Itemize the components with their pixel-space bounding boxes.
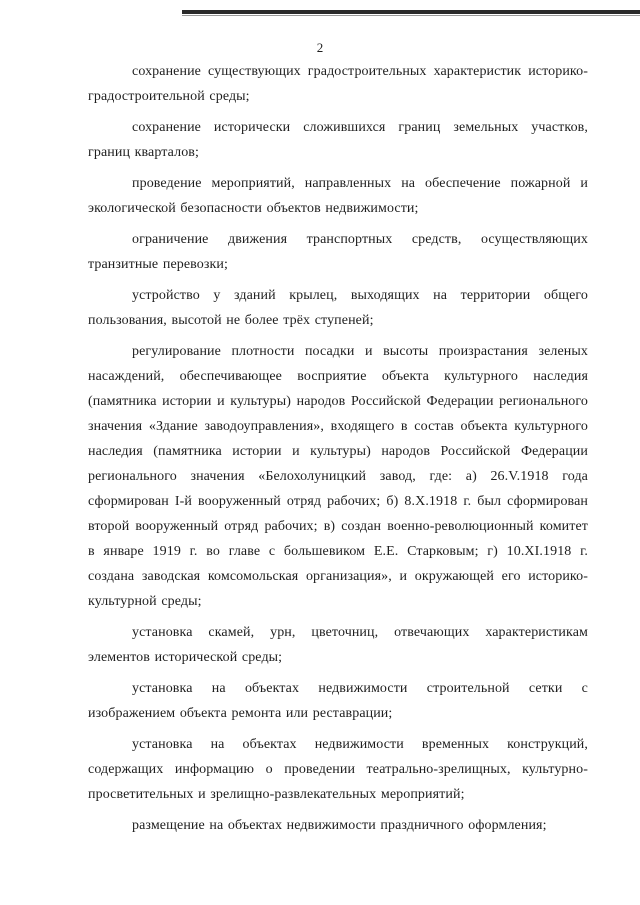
- paragraph-7: установка скамей, урн, цветочниц, отвечающих характеристикам элементов исторической среды;: [88, 625, 588, 665]
- header-rule: [182, 10, 640, 14]
- document-body: [88, 59, 588, 844]
- paragraph-1: сохранение существующих градостроительных характеристик историко-градостроительной среды;: [88, 64, 588, 104]
- paragraph-4: ограничение движения транспортных средств, осуществляющих транзитные перевозки;: [88, 232, 588, 272]
- paragraph-10: размещение на объектах недвижимости праздничного оформления;: [132, 818, 547, 833]
- paragraph-2: сохранение исторически сложившихся границ земельных участков, границ кварталов;: [88, 120, 588, 160]
- paragraph-9: установка на объектах недвижимости временных конструкций, содержащих информацию о проведении театрально-зрелищных, культурно-просветительных и зрелищно-развлекательных мероприятий;: [88, 737, 588, 802]
- paragraph-3: проведение мероприятий, направленных на обеспечение пожарной и экологической безопасности объектов недвижимости;: [88, 176, 588, 216]
- paragraph-8: установка на объектах недвижимости строительной сетки с изображением объекта ремонта или реставрации;: [88, 681, 588, 721]
- paragraph-6: регулирование плотности посадки и высоты произрастания зеленых насаждений, обеспечивающее восприятие объекта культурного наследия (памятника истории и культуры) народов Российской Федерации регионального значения «Здание заводоуправления», входящего в состав объекта культурного наследия (памятника истории и культуры) народов Российской Федерации регионального значения «Белохолуницкий завод, где: а) 26.V.1918 года сформирован I-й вооруженный отряд рабочих; б) 8.X.1918 г. был сформирован второй вооруженный отряд рабочих; в) создан военно-революционный комитет в январе 1919 г. во главе с большевиком Е.Е. Старковым; г) 10.XI.1918 г. создана заводская комсомольская организация», и окружающей его историко-культурной среды;: [88, 344, 588, 609]
- page-number: 2: [316, 40, 324, 55]
- paragraph-5: устройство у зданий крылец, выходящих на территории общего пользования, высотой не более трёх ступеней;: [88, 288, 588, 328]
